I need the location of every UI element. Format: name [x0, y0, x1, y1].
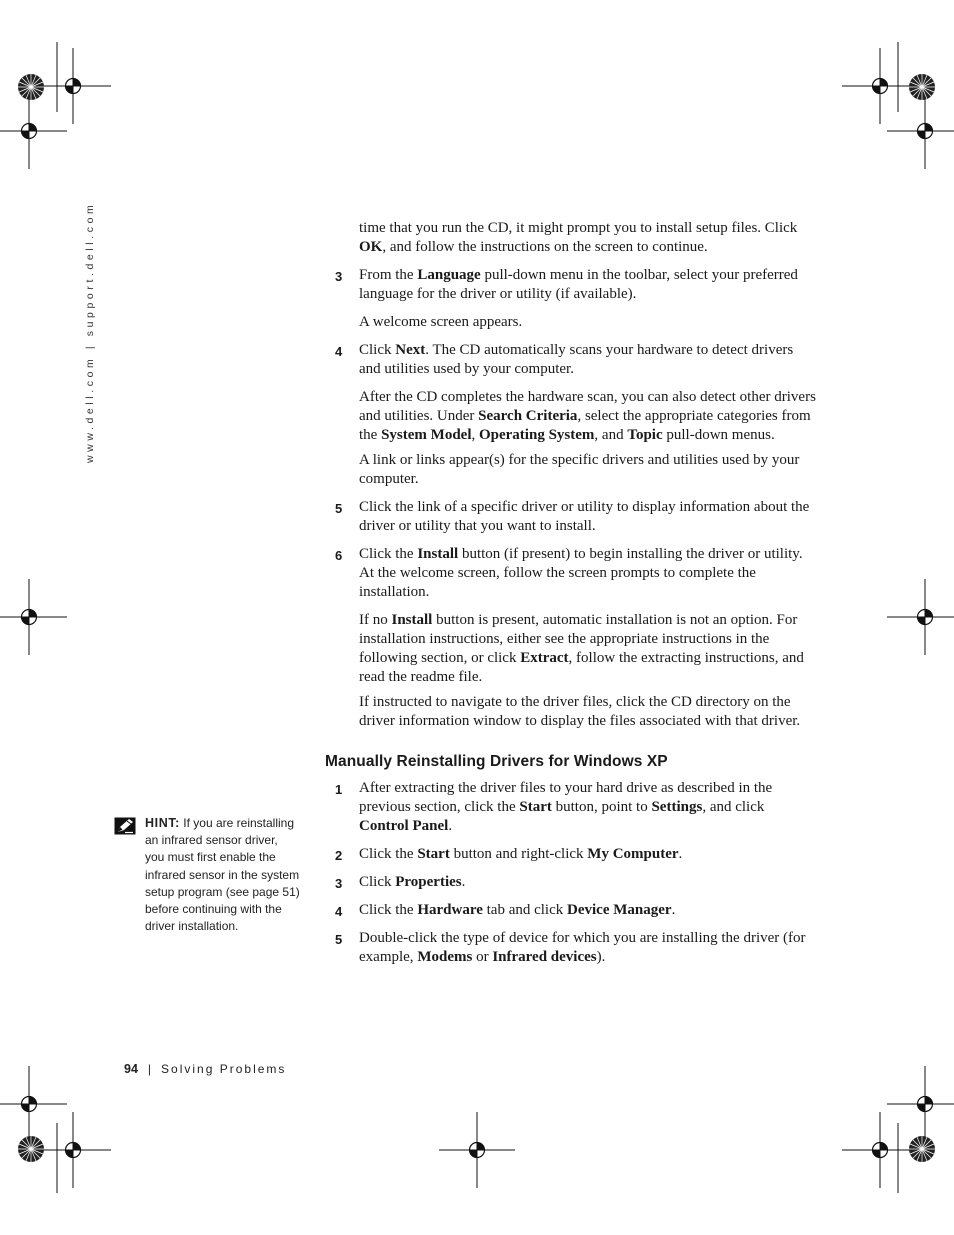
list-item: [335, 929, 817, 967]
step-number: 3: [335, 876, 343, 891]
step-number: 6: [335, 548, 343, 563]
list-item: [335, 266, 817, 304]
step-text: From the Language pull-down menu in the toolbar, select your preferred language for the driver or utility (if available).: [359, 267, 798, 302]
step-text: Click the Install button (if present) to begin installing the driver or utility. At the welcome screen, follow the screen prompts to complete the installation.: [359, 546, 803, 600]
step-number: 1: [335, 782, 343, 797]
step-number: 3: [335, 269, 343, 284]
step-number: 4: [335, 344, 343, 359]
list-item: [335, 341, 817, 379]
hint-text: HINT: If you are reinstalling an infrared sensor driver, you must first enable the infrared sensor in the system setup program (see page 51) before continuing with the driver installation.: [145, 816, 300, 934]
list-item: [335, 545, 817, 602]
step-text: Double-click the type of device for which you are installing the driver (for example, Modems or Infrared devices).: [359, 930, 806, 965]
navigate-note: If instructed to navigate to the driver files, click the CD directory on the driver information window to display the files associated with that driver.: [359, 694, 801, 729]
welcome-note: A welcome screen appears.: [359, 314, 523, 330]
hint-note: [114, 815, 300, 935]
after-scan-paragraph: After the CD completes the hardware scan, you can also detect other drivers and utilities. Under Search Criteria, select the appropriate categories from the System Model, Operating System, and Topic pull-down menus.: [359, 389, 816, 443]
links-note: A link or links appear(s) for the specific drivers and utilities used by your computer.: [359, 452, 800, 487]
step-text: After extracting the driver files to your hard drive as described in the previous section, click the Start button, point to Settings, and click Control Panel.: [359, 780, 773, 834]
step-number: 2: [335, 848, 343, 863]
step-text: Click Next. The CD automatically scans your hardware to detect drivers and utilities used by your computer.: [359, 342, 794, 377]
footer-separator: |: [147, 1062, 152, 1076]
page-number: 94: [124, 1062, 138, 1076]
step-text: Click the Start button and right-click My Computer.: [359, 846, 683, 862]
pencil-note-icon: [114, 817, 136, 835]
step-text: Click the link of a specific driver or utility to display information about the driver or utility that you want to install.: [359, 499, 810, 534]
no-install-paragraph: If no Install button is present, automatic installation is not an option. For installation instructions, either see the appropriate instructions in the following section, or click Extract, follow the extracting instructions, and read the readme file.: [359, 612, 804, 685]
list-item: [335, 845, 817, 864]
list-item: [335, 901, 817, 920]
list-item: [335, 779, 817, 836]
list-item: [335, 498, 817, 536]
footer-title: Solving Problems: [161, 1062, 287, 1076]
hint-label: HINT:: [145, 816, 180, 830]
main-content: [325, 219, 817, 976]
section-heading: Manually Reinstalling Drivers for Windows XP: [325, 753, 668, 770]
step-text: Click the Hardware tab and click Device Manager.: [359, 902, 676, 918]
list-item: [335, 873, 817, 892]
page-footer: [124, 1062, 286, 1076]
intro-paragraph: time that you run the CD, it might prompt you to install setup files. Click OK, and follow the instructions on the screen to continue.: [359, 220, 798, 255]
step-number: 5: [335, 501, 343, 516]
step-number: 4: [335, 904, 343, 919]
step-number: 5: [335, 932, 343, 947]
step-text: Click Properties.: [359, 874, 466, 890]
sidebar-url: www.dell.com | support.dell.com: [84, 201, 96, 463]
